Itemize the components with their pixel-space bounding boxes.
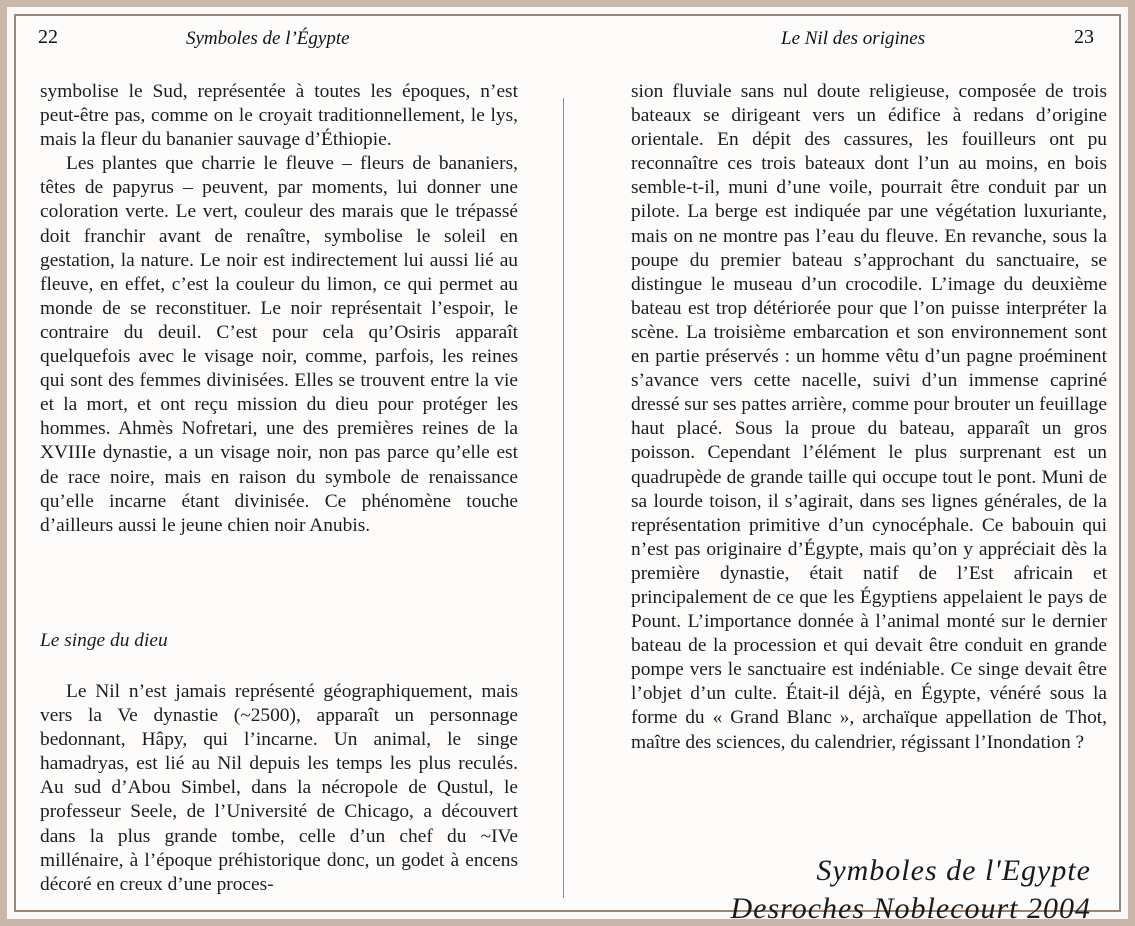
book-spread xyxy=(14,14,1121,925)
left-text-block-bottom xyxy=(40,680,518,897)
gutter-divider xyxy=(563,98,564,898)
left-running-title: Symboles de l’Égypte xyxy=(186,28,350,49)
left-paragraph-3: Le Nil n’est jamais représenté géographiquement, mais vers la Ve dynastie (~2500), apparaît un personnage bedonnant, Hâpy, qui l’incarne. Un animal, le singe hamadryas, est lié au Nil depuis les temps les plus reculés. Au sud d’Abou Simbel, dans la nécropole de Qustul, le professeur Seele, de l’Université de Chicago, a découvert dans la plus grande tombe, celle d’un chef du ~IVe millénaire, à l’époque préhistorique donc, un godet à encens décoré en creux d’une proces- xyxy=(40,681,518,895)
section-heading: Le singe du dieu xyxy=(40,630,168,651)
right-text-block xyxy=(631,80,1107,755)
right-page xyxy=(576,16,1135,910)
left-page-number: 22 xyxy=(38,26,58,48)
right-running-title: Le Nil des origines xyxy=(781,28,926,49)
left-page xyxy=(16,16,576,910)
signature-author-year: Desroches Noblecourt 2004 xyxy=(730,892,1091,925)
right-paragraph-1: sion fluviale sans nul doute religieuse, composée de trois bateaux se dirigeant vers un édifice à redans d’origine orientale. En dépit des cassures, les fouilleurs ont pu reconnaître ces trois bateaux dont l’un au moins, en bois semble-t-il, muni d’une voile, pourrait être conduit par un pilote. La berge est indiquée par une végétation luxuriante, mais on ne montre pas l’eau du fleuve. En revanche, sous la poupe du premier bateau s’approchant du sanctuaire, se distingue le museau d’un crocodile. L’image du deuxième bateau est trop détériorée pour que l’on puisse interpréter la scène. La troisième embarcation et son environnement sont en partie préservés : un homme vêtu d’un pagne proéminent s’avance vers cette nacelle, suivi d’un immense capriné dressé sur ses pattes arrière, comme pour brouter un feuillage haut placé. Sous la proue du bateau, apparaît un gros poisson. Cependant l’élément le plus surprenant est un quadrupède de grande taille qui occupe tout le pont. Muni de sa lourde toison, il s’agirait, dans ses lignes générales, de la représentation primitive d’un cynocéphale. Ce babouin qui n’est pas originaire d’Égypte, mais qu’on y appréciait dès la première dynastie, était natif de l’Est africain et principalement de ce que les Égyptiens appelaient le pays de Pount. L’importance donnée à l’animal monté sur le dernier bateau de la procession et qui devait être conduit en grande pompe vers le sanctuaire est indéniable. Ce singe devait être l’objet d’un culte. Était-il déjà, en Égypte, vénéré sous la forme du « Grand Blanc », archaïque appellation de Thot, maître des sciences, du calendrier, régissant l’Inondation ? xyxy=(631,81,1107,753)
left-paragraph-1: symbolise le Sud, représentée à toutes les époques, n’est peut-être pas, comme on le croyait traditionnellement, le lys, mais la fleur du bananier sauvage d’Éthiopie. xyxy=(40,81,518,151)
left-paragraph-2: Les plantes que charrie le fleuve – fleurs de bananiers, têtes de papyrus – peuvent, par moments, lui donner une coloration verte. Le vert, couleur des marais que le trépassé doit franchir avant de renaître, symbolise le soleil en gestation, la nature. Le noir est indirectement lui aussi lié au fleuve, en effet, c’est la couleur du limon, ce qui permet au monde de se reconstituer. Le noir représentait l’espoir, le contraire du deuil. C’est pour cela qu’Osiris apparaît quelquefois avec le visage noir, comme, parfois, les reines qui sont des femmes divinisées. Elles se trouvent entre la vie et la mort, et ont reçu mission du dieu pour protéger les hommes. Ahmès Nofretari, une des premières reines de la XVIIIe dynastie, a un visage noir, non pas parce qu’elle est de race noire, mais en raison du symbole de renaissance qu’elle incarne étant divinisée. Ce phénomène touche d’ailleurs aussi le jeune chien noir Anubis. xyxy=(40,153,518,536)
right-page-number: 23 xyxy=(1074,26,1094,48)
signature-title: Symboles de l'Egypte xyxy=(816,854,1091,887)
left-text-block-top xyxy=(40,80,518,538)
